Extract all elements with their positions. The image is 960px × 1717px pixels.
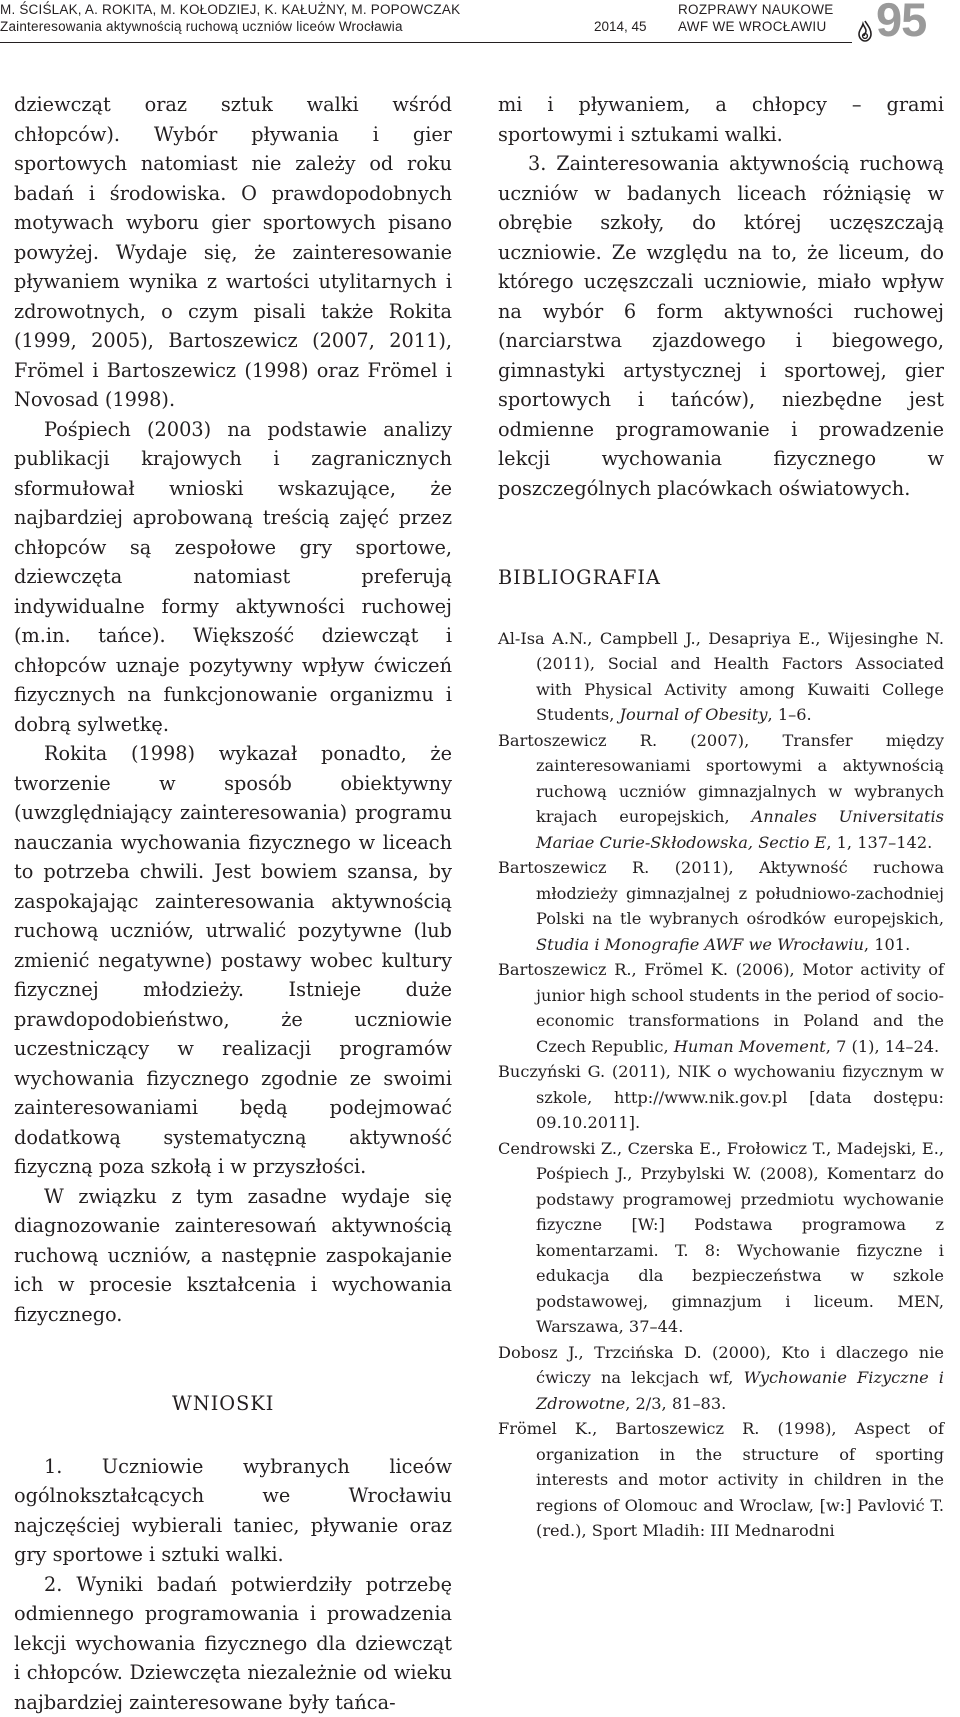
header-rule bbox=[0, 42, 852, 43]
header-volume: 2014, 45 bbox=[594, 19, 647, 34]
conclusion-2: 2. Wyniki badań potwierdziły potrzebę odmiennego programowania i prowadzenia lekcji wychowania fizycznego dla dziewcząt i chłopców. Dziewczęta niezależnie od wieku najbardziej zainteresowane były tańca- bbox=[14, 1570, 452, 1717]
bibliography-entry: Al-Isa A.N., Campbell J., Desapriya E., Wijesinghe N. (2011), Social and Health Factors Associated with Physical Activity among Kuwaiti College Students, Journal of Obesity, 1–6. bbox=[498, 626, 944, 728]
conclusion-2-continuation: mi i pływaniem, a chłopcy – grami sportowymi i sztukami walki. bbox=[498, 90, 944, 149]
heading-bibliography: BIBLIOGRAFIA bbox=[498, 563, 944, 593]
bibliography-list bbox=[498, 626, 944, 1544]
paragraph-pospiech: Pośpiech (2003) na podstawie analizy publikacji krajowych i zagranicznych sformułował wnioski wskazujące, że najbardziej aprobowaną treścią zajęć przez chłopców są zespołowe gry sportowe, dziewczęta natomiast preferują indywidualne formy aktywności ruchowej (m.in. tańce). Większość dziewcząt i chłopców uznaje pozytywny wpływ ćwiczeń fizycznych na funkcjonowanie organizmu i dobrą sylwetkę. bbox=[14, 415, 452, 740]
paragraph-rokita: Rokita (1998) wykazał ponadto, że tworzenie w sposób obiektywny (uwzględniający zainteresowania) programu nauczania wychowania fizycznego w liceach to potrzeba chwili. Jest bowiem szansa, by zaspokajając zainteresowania aktywnością ruchową uczniów, utrwalić pozytywne (lub zmienić negatywne) postawy wobec kultury fizycznej młodzieży. Istnieje duże prawdopodobieństwo, że uczniowie uczestniczący w realizacji programów wychowania fizycznego zgodnie ze swoimi zainteresowaniami będą podejmować dodatkową systematyczną aktywność fizyczną poza szkołą i w przyszłości. bbox=[14, 739, 452, 1182]
heading-conclusions: WNIOSKI bbox=[172, 1389, 452, 1419]
left-column bbox=[14, 90, 452, 1717]
running-header bbox=[0, 0, 960, 52]
header-article-title: Zainteresowania aktywnością ruchową uczniów liceów Wrocławia bbox=[0, 19, 403, 34]
bibliography-entry: Frömel K., Bartoszewicz R. (1998), Aspect of organization in the structure of sporting interests and motor activity in children in the regions of Olomouc and Wroclaw, [w:] Pavlović T. (red.), Sport Mladih: III Mednarodni bbox=[498, 1416, 944, 1544]
bibliography-entry: Cendrowski Z., Czerska E., Frołowicz T., Madejski, E., Pośpiech J., Przybylski W. (2008), Komentarz do podstawy programowej przedmiotu wychowanie fizyczne [W:] Podstawa programowa z komentarzami. T. 8: Wychowanie fizyczne i edukacja dla bezpieczeństwa w szkole podstawowej, gimnazjum i liceum. MEN, Warszawa, 37–44. bbox=[498, 1136, 944, 1340]
header-journal-line1: ROZPRAWY NAUKOWE bbox=[678, 2, 834, 17]
bibliography-entry: Bartoszewicz R. (2011), Aktywność ruchowa młodzieży gimnazjalnej z południowo-zachodniej Polski na tle wybranych ośrodków europejskich, Studia i Monografie AWF we Wrocławiu, 101. bbox=[498, 855, 944, 957]
bibliography-entry: Dobosz J., Trzcińska D. (2000), Kto i dlaczego nie ćwiczy na lekcjach wf, Wychowanie Fizyczne i Zdrowotne, 2/3, 81–83. bbox=[498, 1340, 944, 1417]
header-authors: M. ŚCIŚLAK, A. ROKITA, M. KOŁODZIEJ, K. KAŁUŻNY, M. POPOWCZAK bbox=[0, 2, 460, 17]
bibliography-entry: Buczyński G. (2011), NIK o wychowaniu fizycznym w szkole, http://www.nik.gov.pl [data dostępu: 09.10.2011]. bbox=[498, 1059, 944, 1136]
bibliography-entry: Bartoszewicz R., Frömel K. (2006), Motor activity of junior high school students in the period of socio-economic transformations in Poland and the Czech Republic, Human Movement, 7 (1), 14–24. bbox=[498, 957, 944, 1059]
awf-flame-logo-icon bbox=[856, 20, 874, 42]
conclusion-1: 1. Uczniowie wybranych liceów ogólnokształcących we Wrocławiu najczęściej wybierali taniec, pływanie oraz gry sportowe i sztuki walki. bbox=[14, 1452, 452, 1570]
page-number: 95 bbox=[876, 0, 926, 43]
bibliography-entry: Bartoszewicz R. (2007), Transfer między zainteresowaniami sportowymi a aktywnością ruchową uczniów gimnazjalnych w wybranych krajach europejskich, Annales Universitatis Mariae Curie-Skłodowska, Sectio E, 1, 137–142. bbox=[498, 728, 944, 856]
right-column bbox=[498, 90, 944, 1544]
conclusion-3: 3. Zainteresowania aktywnością ruchową uczniów w badanych liceach różniąsię w obrębie szkoły, do której uczęszczają uczniowie. Ze względu na to, że liceum, do którego uczęszczali uczniowie, miało wpływ na wybór 6 form aktywności ruchowej (narciarstwa zjazdowego i biegowego, gimnastyki artystycznej i sportowej, gier sportowych i tańców), niezbędne jest odmienne programowanie i prowadzenie lekcji wychowania fizycznego w poszczególnych placówkach oświatowych. bbox=[498, 149, 944, 503]
paragraph-continuation: dziewcząt oraz sztuk walki wśród chłopców). Wybór pływania i gier sportowych natomiast nie zależy od roku badań i środowiska. O prawdopodobnych motywach wyboru gier sportowych pisano powyżej. Wydaje się, że zainteresowanie pływaniem wynika z wartości utylitarnych i zdrowotnych, o czym pisali także Rokita (1999, 2005), Bartoszewicz (2007, 2011), Frömel i Bartoszewicz (1998) oraz Frömel i Novosad (1998). bbox=[14, 90, 452, 415]
header-journal-line2: AWF WE WROCŁAWIU bbox=[678, 19, 827, 34]
paragraph-diagnosis: W związku z tym zasadne wydaje się diagnozowanie zainteresowań aktywnością ruchową uczniów, a następnie zaspokajanie ich w procesie kształcenia i wychowania fizycznego. bbox=[14, 1182, 452, 1330]
